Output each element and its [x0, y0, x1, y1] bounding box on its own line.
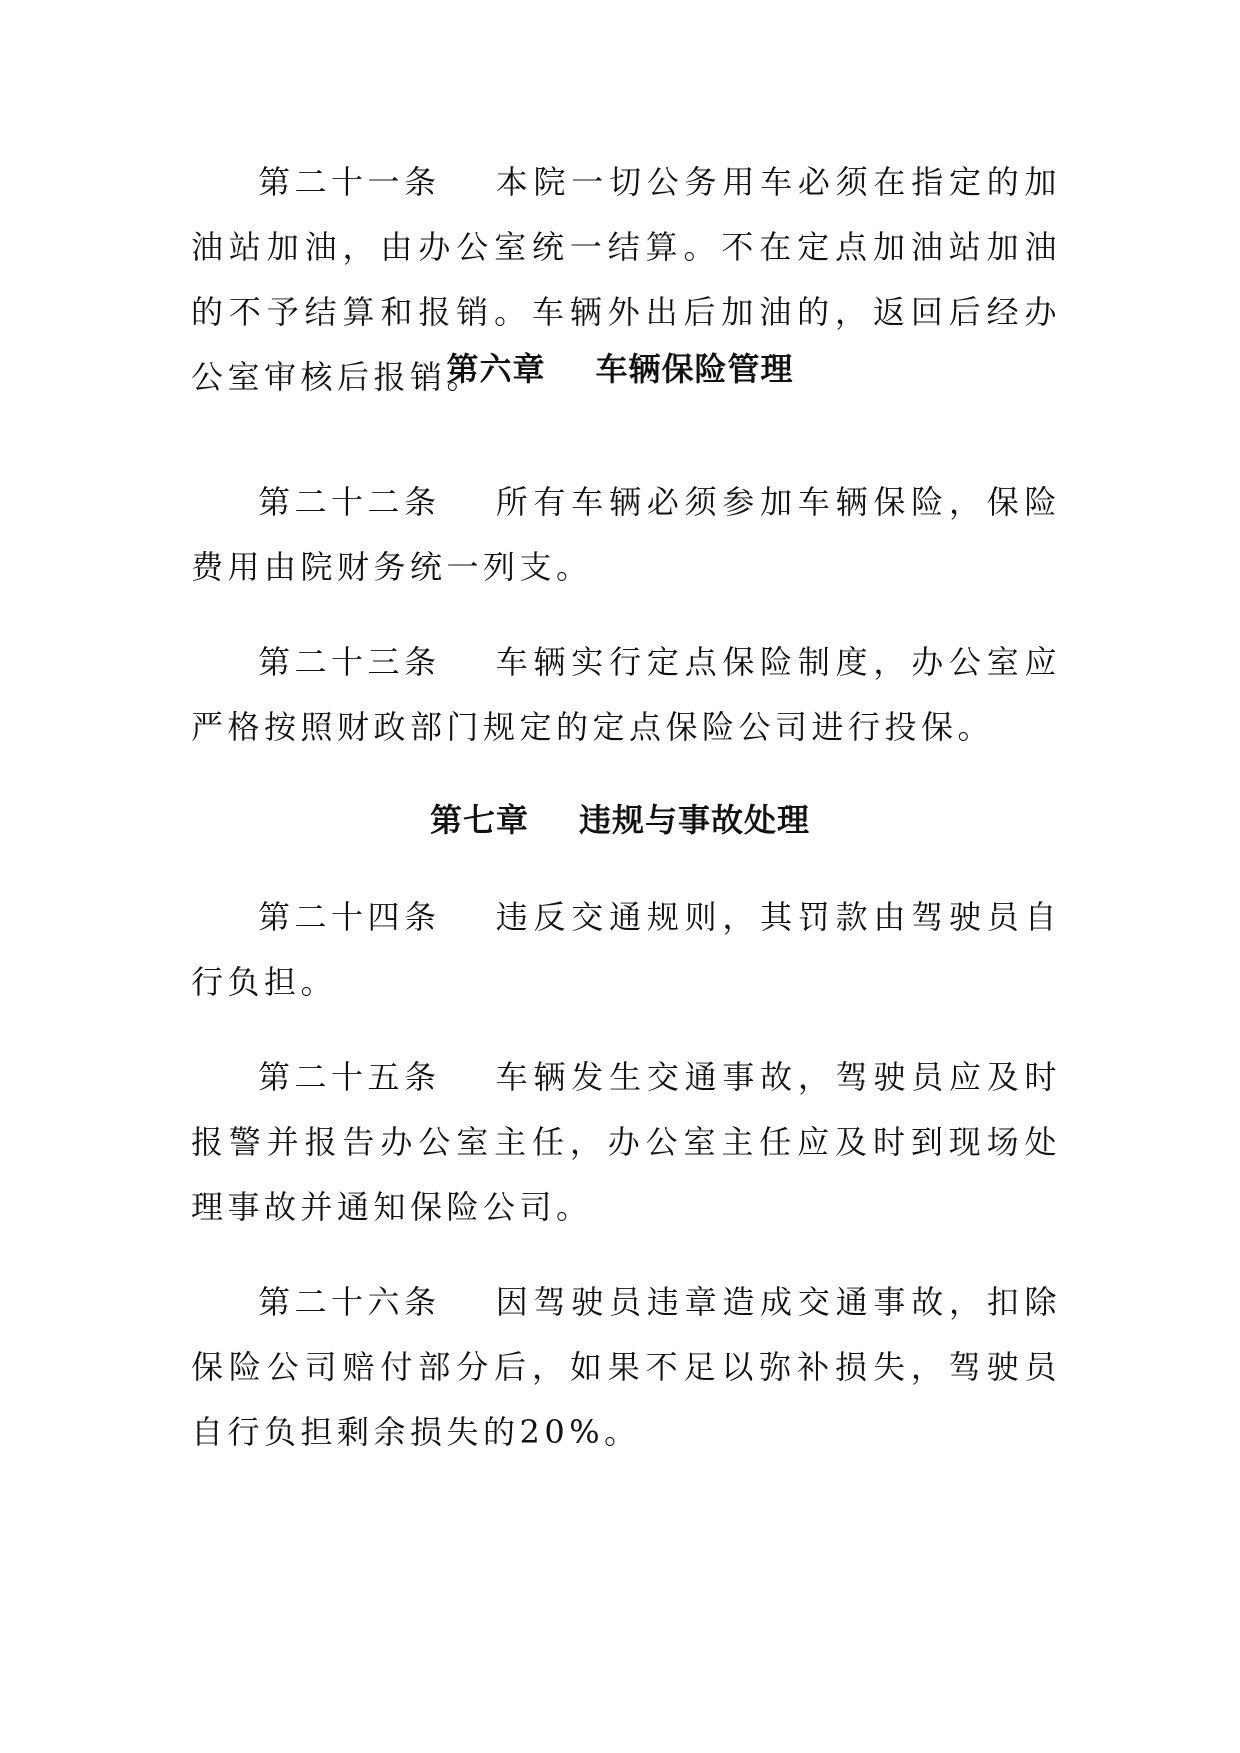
chapter-number: 第六章 — [446, 350, 546, 388]
chapter-heading-6 — [0, 345, 1240, 393]
article-label: 第二十六条 — [258, 1283, 441, 1321]
article-22 — [191, 470, 1061, 600]
chapter-title: 车辆保险管理 — [595, 350, 794, 388]
article-label: 第二十一条 — [258, 163, 441, 201]
article-25 — [191, 1045, 1061, 1240]
article-label: 第二十二条 — [258, 483, 441, 521]
article-23 — [191, 630, 1061, 760]
article-label: 第二十三条 — [258, 643, 441, 681]
article-label: 第二十五条 — [258, 1058, 441, 1096]
chapter-title: 违规与事故处理 — [579, 801, 811, 839]
article-text: 本院一切公务用车必须在指定的加油站加油，由办公室统一结算。不在定点加油站加油的不予结算和报销。车辆外出后加油的，返回后经办公室审核后报销。 — [191, 163, 1061, 396]
article-24 — [191, 885, 1061, 1015]
article-text: 所有车辆必须参加车辆保险，保险费用由院财务统一列支。 — [191, 483, 1061, 586]
article-text: 车辆发生交通事故，驾驶员应及时报警并报告办公室主任，办公室主任应及时到现场处理事故并通知保险公司。 — [191, 1058, 1061, 1226]
article-text: 违反交通规则，其罚款由驾驶员自行负担。 — [191, 898, 1061, 1001]
article-text: 车辆实行定点保险制度，办公室应严格按照财政部门规定的定点保险公司进行投保。 — [191, 643, 1061, 746]
chapter-number: 第七章 — [429, 801, 529, 839]
article-26 — [191, 1270, 1061, 1465]
article-label: 第二十四条 — [258, 898, 441, 936]
article-text: 因驾驶员违章造成交通事故，扣除保险公司赔付部分后，如果不足以弥补损失，驾驶员自行负担剩余损失的20%。 — [191, 1283, 1061, 1451]
chapter-heading-7 — [0, 796, 1240, 844]
